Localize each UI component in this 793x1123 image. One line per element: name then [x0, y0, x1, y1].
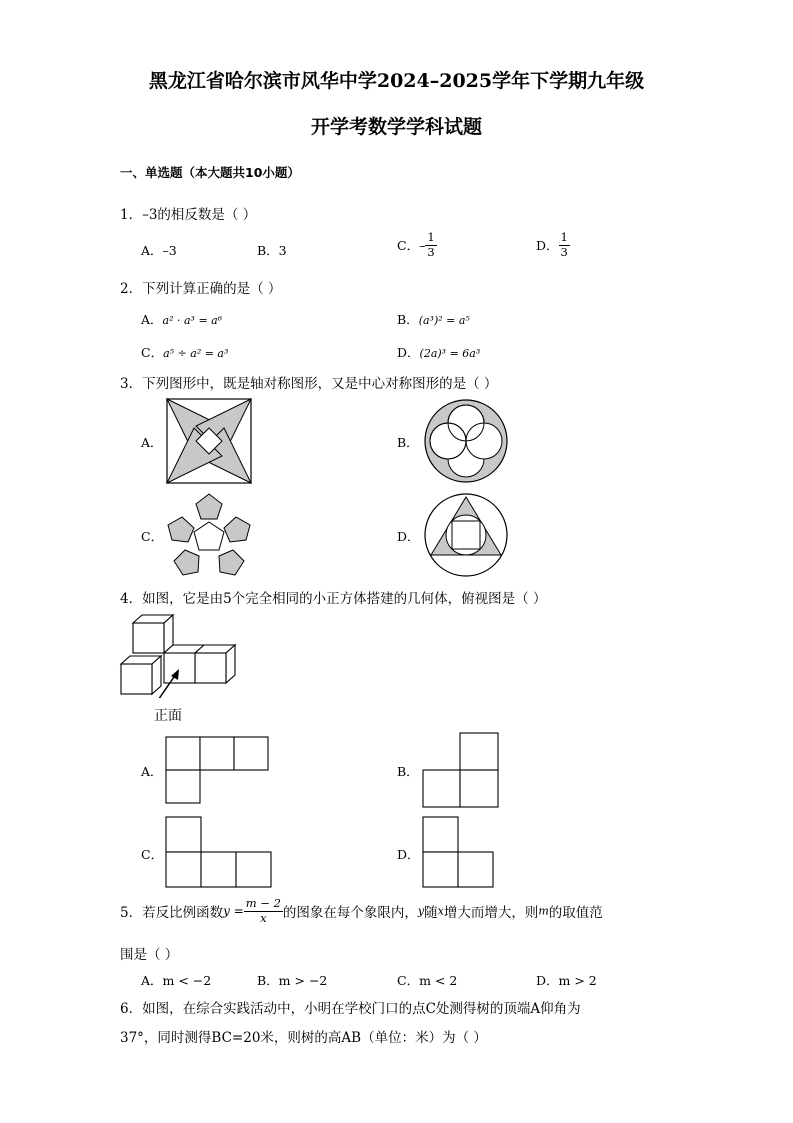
q2-stem: 2．下列计算正确的是（ ）	[120, 281, 282, 297]
q4-option-c-label[interactable]: C．	[141, 847, 164, 862]
q1-option-c-label: C．–	[397, 238, 426, 253]
q6-stem-line2: 37°，同时测得BC=20米，则树的高AB（单位：米）为（ ）	[120, 1030, 487, 1046]
q1-option-b[interactable]: B．3	[257, 243, 287, 258]
q5-fraction: $\frac{m - 2}{x}$	[245, 896, 281, 925]
q4-option-d-label[interactable]: D．	[397, 847, 420, 862]
page-title: 黑龙江省哈尔滨市风华中学2024–2025学年下学期九年级	[148, 70, 645, 92]
q1-option-a[interactable]: A．–3	[141, 243, 177, 258]
q5-option-d[interactable]: D．m > 2	[536, 973, 597, 988]
q3-figure-a-pinwheel-square	[166, 398, 252, 484]
q4-figure-d	[422, 816, 494, 888]
q3-option-a-label[interactable]: A．	[141, 435, 163, 450]
q2-option-a-label: A．	[141, 312, 163, 327]
q4-option-a-label[interactable]: A．	[141, 764, 163, 779]
q2-option-a[interactable]	[141, 310, 222, 328]
q3-stem: 3．下列图形中，既是轴对称图形，又是中心对称图形的是（ ）	[120, 376, 498, 392]
q2-option-d-label: D．	[397, 345, 420, 360]
q5-option-c[interactable]: C．m < 2	[397, 973, 458, 988]
q4-figure-a	[165, 736, 270, 804]
q5-option-b[interactable]: B．m > −2	[257, 973, 328, 988]
q4-front-label: 正面	[154, 708, 182, 724]
page-subtitle: 开学考数学学科试题	[310, 116, 482, 138]
q3-option-d-label[interactable]: D．	[397, 529, 420, 544]
q4-option-b-label[interactable]: B．	[397, 764, 419, 779]
q2-option-c-expr: a⁵ ÷ a² = a³	[163, 347, 229, 360]
q3-option-c-label[interactable]: C．	[141, 529, 164, 544]
q1-option-c-fraction: $\frac{1}{3}$	[427, 230, 435, 259]
q2-option-d[interactable]	[397, 343, 480, 361]
q5-stem-line2: 围是（ ）	[120, 947, 179, 963]
q4-stem: 4．如图，它是由5个完全相同的小正方体搭建的几何体，俯视图是（ ）	[120, 591, 547, 607]
q2-option-a-expr: a² · a³ = a⁶	[162, 314, 223, 327]
q5-stem-pre: 5．若反比例函数	[120, 905, 224, 921]
q2-option-b[interactable]	[397, 310, 470, 328]
q5-stem: 5．若反比例函数y = $\frac{m - 2}{x}$ 的图象在每个象限内，y随x增大而增大，则m的取值范	[120, 896, 603, 925]
q3-figure-b-four-circles	[423, 398, 509, 484]
q1-option-c[interactable]	[397, 232, 437, 258]
q6-stem-line1: 6．如图，在综合实践活动中，小明在学校门口的点C处测得树的顶端A仰角为	[120, 1001, 581, 1017]
section-heading: 一、单选题（本大题共10小题）	[120, 165, 300, 180]
q1-option-d[interactable]	[536, 232, 570, 258]
q2-option-b-expr: (a³)² = a⁵	[418, 314, 470, 327]
q1-stem: 1．–3的相反数是（ ）	[120, 207, 257, 223]
q2-option-c[interactable]	[141, 343, 228, 361]
q3-figure-c-five-pentagons	[164, 492, 254, 578]
q3-figure-d-circle-triangle-square	[423, 492, 509, 578]
q2-option-d-expr: (2a)³ = 6a³	[419, 347, 481, 360]
q5-option-a[interactable]: A．m < −2	[141, 973, 212, 988]
q2-option-b-label: B．	[397, 312, 419, 327]
q3-option-b-label[interactable]: B．	[397, 435, 419, 450]
q1-option-d-fraction: $\frac{1}{3}$	[560, 230, 568, 259]
q4-figure-c	[165, 816, 272, 888]
q1-option-d-label: D．	[536, 238, 559, 253]
q4-figure-b	[422, 732, 500, 808]
q5-fn-lhs: y =	[223, 904, 244, 918]
q2-option-c-label: C．	[141, 345, 164, 360]
q4-solid-figure	[118, 612, 238, 698]
